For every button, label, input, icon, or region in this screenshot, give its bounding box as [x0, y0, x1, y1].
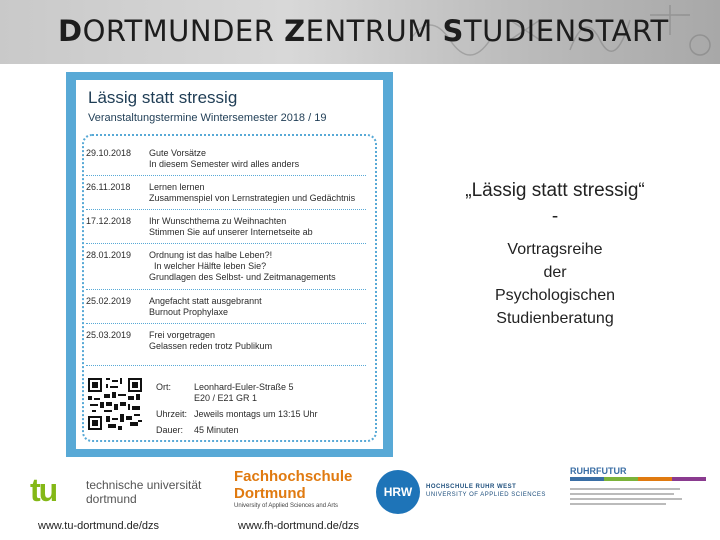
fh-dortmund-logo — [234, 468, 369, 512]
ruhrfutur-fine-print — [570, 488, 680, 490]
event-text: Lernen lernen Zusammenspiel von Lernstrategien und Gedächtnis — [149, 182, 356, 203]
fh-logo-line2: Dortmund — [234, 485, 306, 502]
ruhrfutur-fine-print — [570, 503, 666, 505]
event-date: 28.01.2019 — [86, 250, 132, 260]
event-poster — [66, 72, 393, 457]
tu-dortmund-logo — [30, 474, 220, 508]
event-divider — [86, 243, 366, 244]
event-divider — [86, 289, 366, 290]
tu-logo-text: technische universität dortmund — [86, 478, 202, 506]
ruhrfutur-fine-print — [570, 493, 674, 495]
info-label: Ort: — [156, 382, 171, 392]
event-text: Ordnung ist das halbe Leben?! In welcher Hälfte leben Sie? Grundlagen des Selbst- und Zeitmanagements — [149, 250, 336, 282]
event-divider — [86, 365, 366, 366]
series-dash: - — [551, 206, 559, 227]
fh-logo-line3: University of Applied Sciences and Arts — [234, 503, 339, 509]
ruhrfutur-logo — [568, 466, 708, 514]
ruhrfutur-fine-print — [570, 498, 682, 500]
poster-title: Lässig statt stressig — [88, 88, 238, 107]
series-description: Vortragsreihe der Psychologischen Studienberatung — [494, 241, 616, 327]
event-divider — [86, 175, 366, 176]
event-text: Ihr Wunschthema zu Weihnachten Stimmen Sie auf unserer Internetseite ab — [149, 216, 313, 237]
tu-mark: tu — [30, 472, 57, 508]
poster-panel — [76, 80, 383, 449]
hrw-logo — [376, 470, 556, 514]
event-text: Frei vorgetragen Gelassen reden trotz Publikum — [149, 330, 273, 351]
hrw-logo-line1: HOCHSCHULE RUHR WEST — [426, 484, 517, 490]
info-value: Leonhard-Euler-Straße 5 E20 / E21 GR 1 — [194, 382, 294, 403]
event-date: 17.12.2018 — [86, 216, 132, 226]
info-label: Uhrzeit: — [156, 409, 188, 419]
ruhrfutur-name: RUHRFUTUR — [570, 466, 627, 476]
event-date: 25.02.2019 — [86, 296, 132, 306]
series-title: „Lässig statt stressig“ — [465, 180, 645, 201]
qr-code-icon — [88, 378, 142, 430]
event-text: Gute Vorsätze In diesem Semester wird alles anders — [149, 148, 300, 169]
poster-subtitle: Veranstaltungstermine Wintersemester 2018 / 19 — [88, 112, 327, 124]
header-banner — [0, 0, 720, 64]
event-date: 29.10.2018 — [86, 148, 132, 158]
ruhrfutur-color-bar — [570, 477, 706, 481]
hrw-mark: HRW — [376, 470, 420, 514]
event-text: Angefacht statt ausgebrannt Burnout Prophylaxe — [149, 296, 262, 317]
tu-dzs-link[interactable]: www.tu-dortmund.de/dzs — [38, 520, 160, 532]
event-divider — [86, 323, 366, 324]
event-date: 25.03.2019 — [86, 330, 132, 340]
page-title: DORTMUNDER ZENTRUM STUDIENSTART — [58, 14, 669, 48]
fh-dzs-link[interactable]: www.fh-dortmund.de/dzs — [238, 520, 360, 532]
info-value: 45 Minuten — [194, 425, 239, 435]
event-divider — [86, 209, 366, 210]
event-date: 26.11.2018 — [86, 182, 131, 192]
fh-logo-line1: Fachhochschule — [234, 468, 353, 485]
info-label: Dauer: — [156, 425, 184, 435]
info-value: Jeweils montags um 13:15 Uhr — [194, 409, 318, 419]
hrw-logo-line2: UNIVERSITY OF APPLIED SCIENCES — [426, 492, 546, 498]
